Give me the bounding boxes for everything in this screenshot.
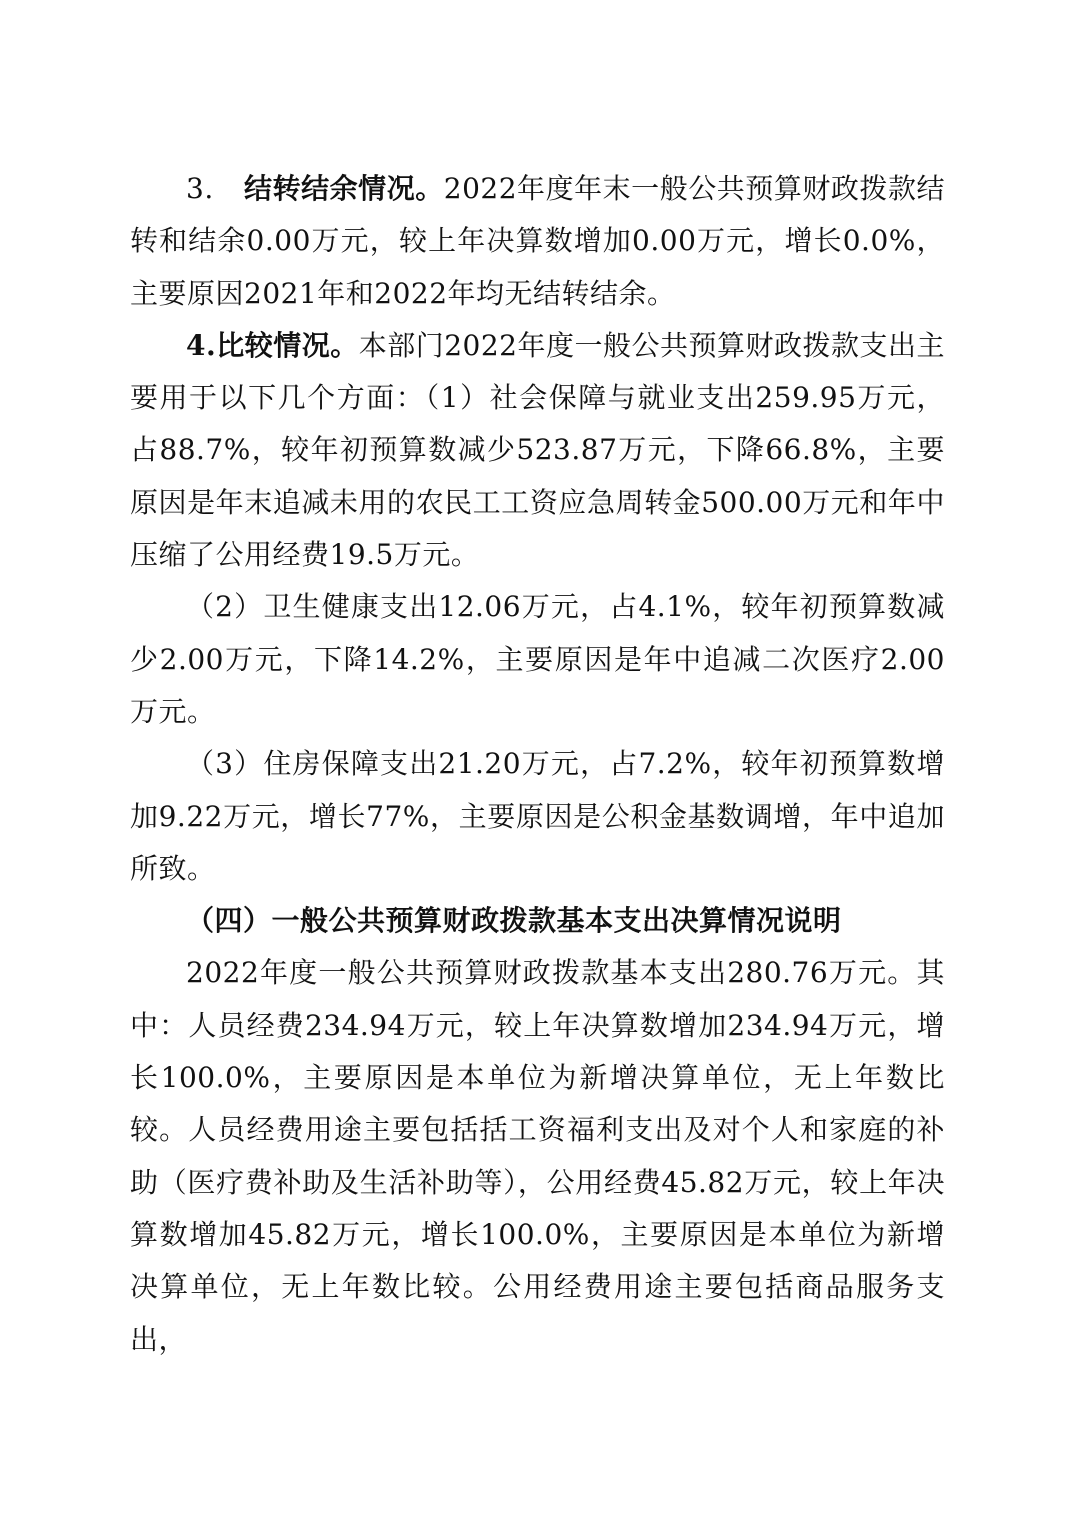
paragraph-carryover-balance [130,163,945,320]
paragraph-lead: 4.比较情况。 [186,328,359,362]
paragraph-comparison [130,320,945,581]
paragraph-text: 2022年度年末一般公共预算财政拨款结转和结余0.00万元，较上年决算数增加0.00万元，增长0.0%，主要原因2021年和2022年均无结转结余。 [130,172,945,310]
paragraph-text: （2）卫生健康支出12.06万元，占4.1%，较年初预算数减少2.00万元，下降14.2%，主要原因是年中追减二次医疗2.00万元。 [130,590,945,728]
paragraph-housing-expenditure [130,738,945,895]
item-number: 3. [186,172,214,205]
section-heading [130,895,945,947]
paragraph-text: 本部门2022年度一般公共预算财政拨款支出主要用于以下几个方面：（1）社会保障与就业支出259.95万元，占88.7%，较年初预算数减少523.87万元，下降66.8%，主要原因是年末追减未用的农民工工资应急周转金500.00万元和年中压缩了公用经费19.5万元。 [130,328,945,572]
paragraph-text: 2022年度一般公共预算财政拨款基本支出280.76万元。其中：人员经费234.94万元，较上年决算数增加234.94万元，增长100.0%，主要原因是本单位为新增决算单位，无上年数比较。人员经费用途主要包括括工资福利支出及对个人和家庭的补助（医疗费补助及生活补助等），公用经费45.82万元，较上年决算数增加45.82万元，增长100.0%，主要原因是本单位为新增决算单位，无上年数比较。公用经费用途主要包括商品服务支出， [130,956,945,1356]
paragraph-lead: 结转结余情况。 [244,172,444,205]
document-body [130,163,945,1366]
paragraph-text: （3）住房保障支出21.20万元，占7.2%，较年初预算数增加9.22万元，增长77%，主要原因是公积金基数调增，年中追加所致。 [130,747,945,885]
section-heading-text: （四）一般公共预算财政拨款基本支出决算情况说明 [186,904,842,938]
paragraph-health-expenditure [130,581,945,738]
paragraph-basic-expenditure [130,947,945,1365]
